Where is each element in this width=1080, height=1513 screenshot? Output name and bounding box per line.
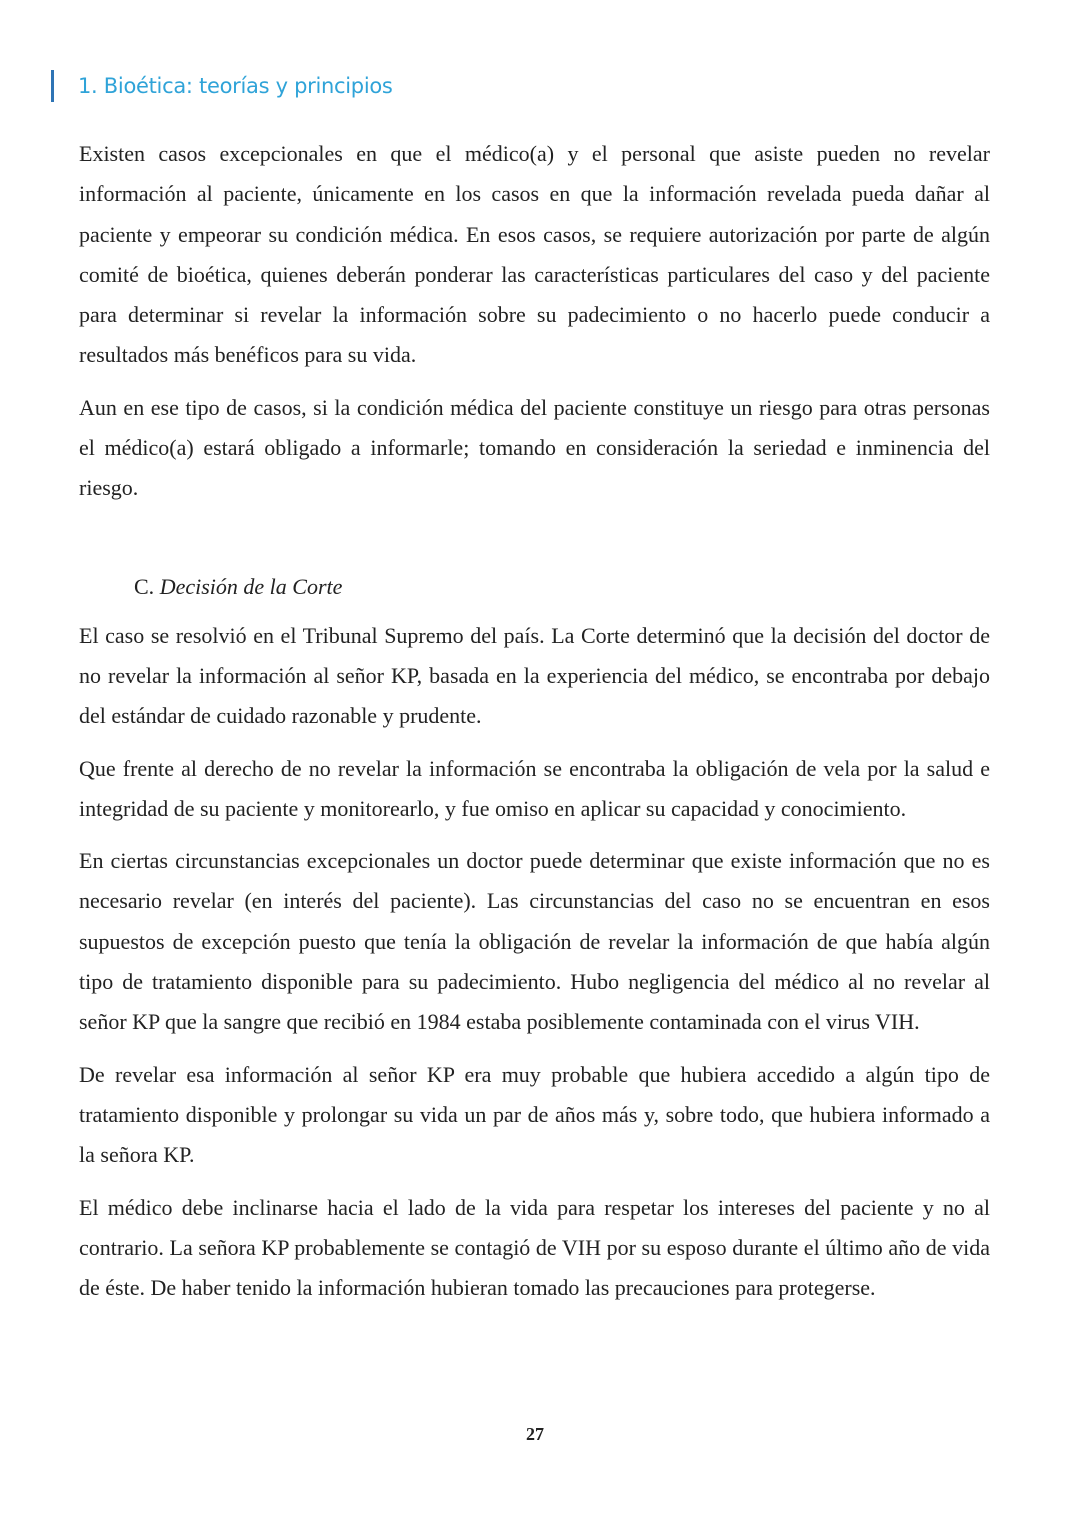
paragraph: El caso se resolvió en el Tribunal Supremo del país. La Corte determinó que la decisión del doctor de no revelar la información al señor KP, basada en la experiencia del médico, se encontraba por debajo del estándar de cuidado razonable y prudente. <box>79 622 990 729</box>
subheading-text: Decisión de la Corte <box>159 573 343 599</box>
paragraph: El médico debe inclinarse hacia el lado de la vida para respetar los intereses del paciente y no al contrario. La señora KP probablemente se contagió de VIH por su esposo durante el último año de vida de éste. De haber tenido la información hubieran tomado las precauciones para protegerse. <box>79 1194 990 1301</box>
paragraph: Existen casos excepcionales en que el médico(a) y el personal que asiste pueden no revelar información al paciente, únicamente en los casos en que la información revelada pueda dañar al paciente y empeorar su condición médica. En esos casos, se requiere autorización por parte de algún comité de bioética, quienes deberán ponderar las características particulares del caso y del paciente para determinar si revelar la información sobre su padecimiento o no hacerlo puede conducir a resultados más benéficos para su vida. <box>79 141 990 368</box>
subheading-letter: C. <box>134 573 155 599</box>
paragraph: Que frente al derecho de no revelar la información se encontraba la obligación de vela por la salud e integridad de su paciente y monitorearlo, y fue omiso en aplicar su capacidad y conocimiento. <box>79 755 990 821</box>
page-number: 27 <box>526 1424 544 1444</box>
document-body <box>79 134 990 1320</box>
section-title: 1. Bioética: teorías y principios <box>78 74 393 98</box>
subheading <box>134 567 990 607</box>
paragraph: Aun en ese tipo de casos, si la condición médica del paciente constituye un riesgo para otras personas el médico(a) estará obligado a informarle; tomando en consideración la seriedad e inminencia del riesgo. <box>79 394 990 501</box>
section-accent-bar <box>51 70 54 102</box>
paragraph: De revelar esa información al señor KP era muy probable que hubiera accedido a algún tipo de tratamiento disponible y prolongar su vida un par de años más y, sobre todo, que hubiera informado a la señora KP. <box>79 1061 990 1168</box>
section-header <box>51 70 393 102</box>
paragraph: En ciertas circunstancias excepcionales un doctor puede determinar que existe información que no es necesario revelar (en interés del paciente). Las circunstancias del caso no se encuentran en esos supuestos de excepción puesto que tenía la obligación de revelar la información de que había algún tipo de tratamiento disponible para su padecimiento. Hubo negligencia del médico al no revelar al señor KP que la sangre que recibió en 1984 estaba posiblemente contaminada con el virus VIH. <box>79 848 990 1035</box>
